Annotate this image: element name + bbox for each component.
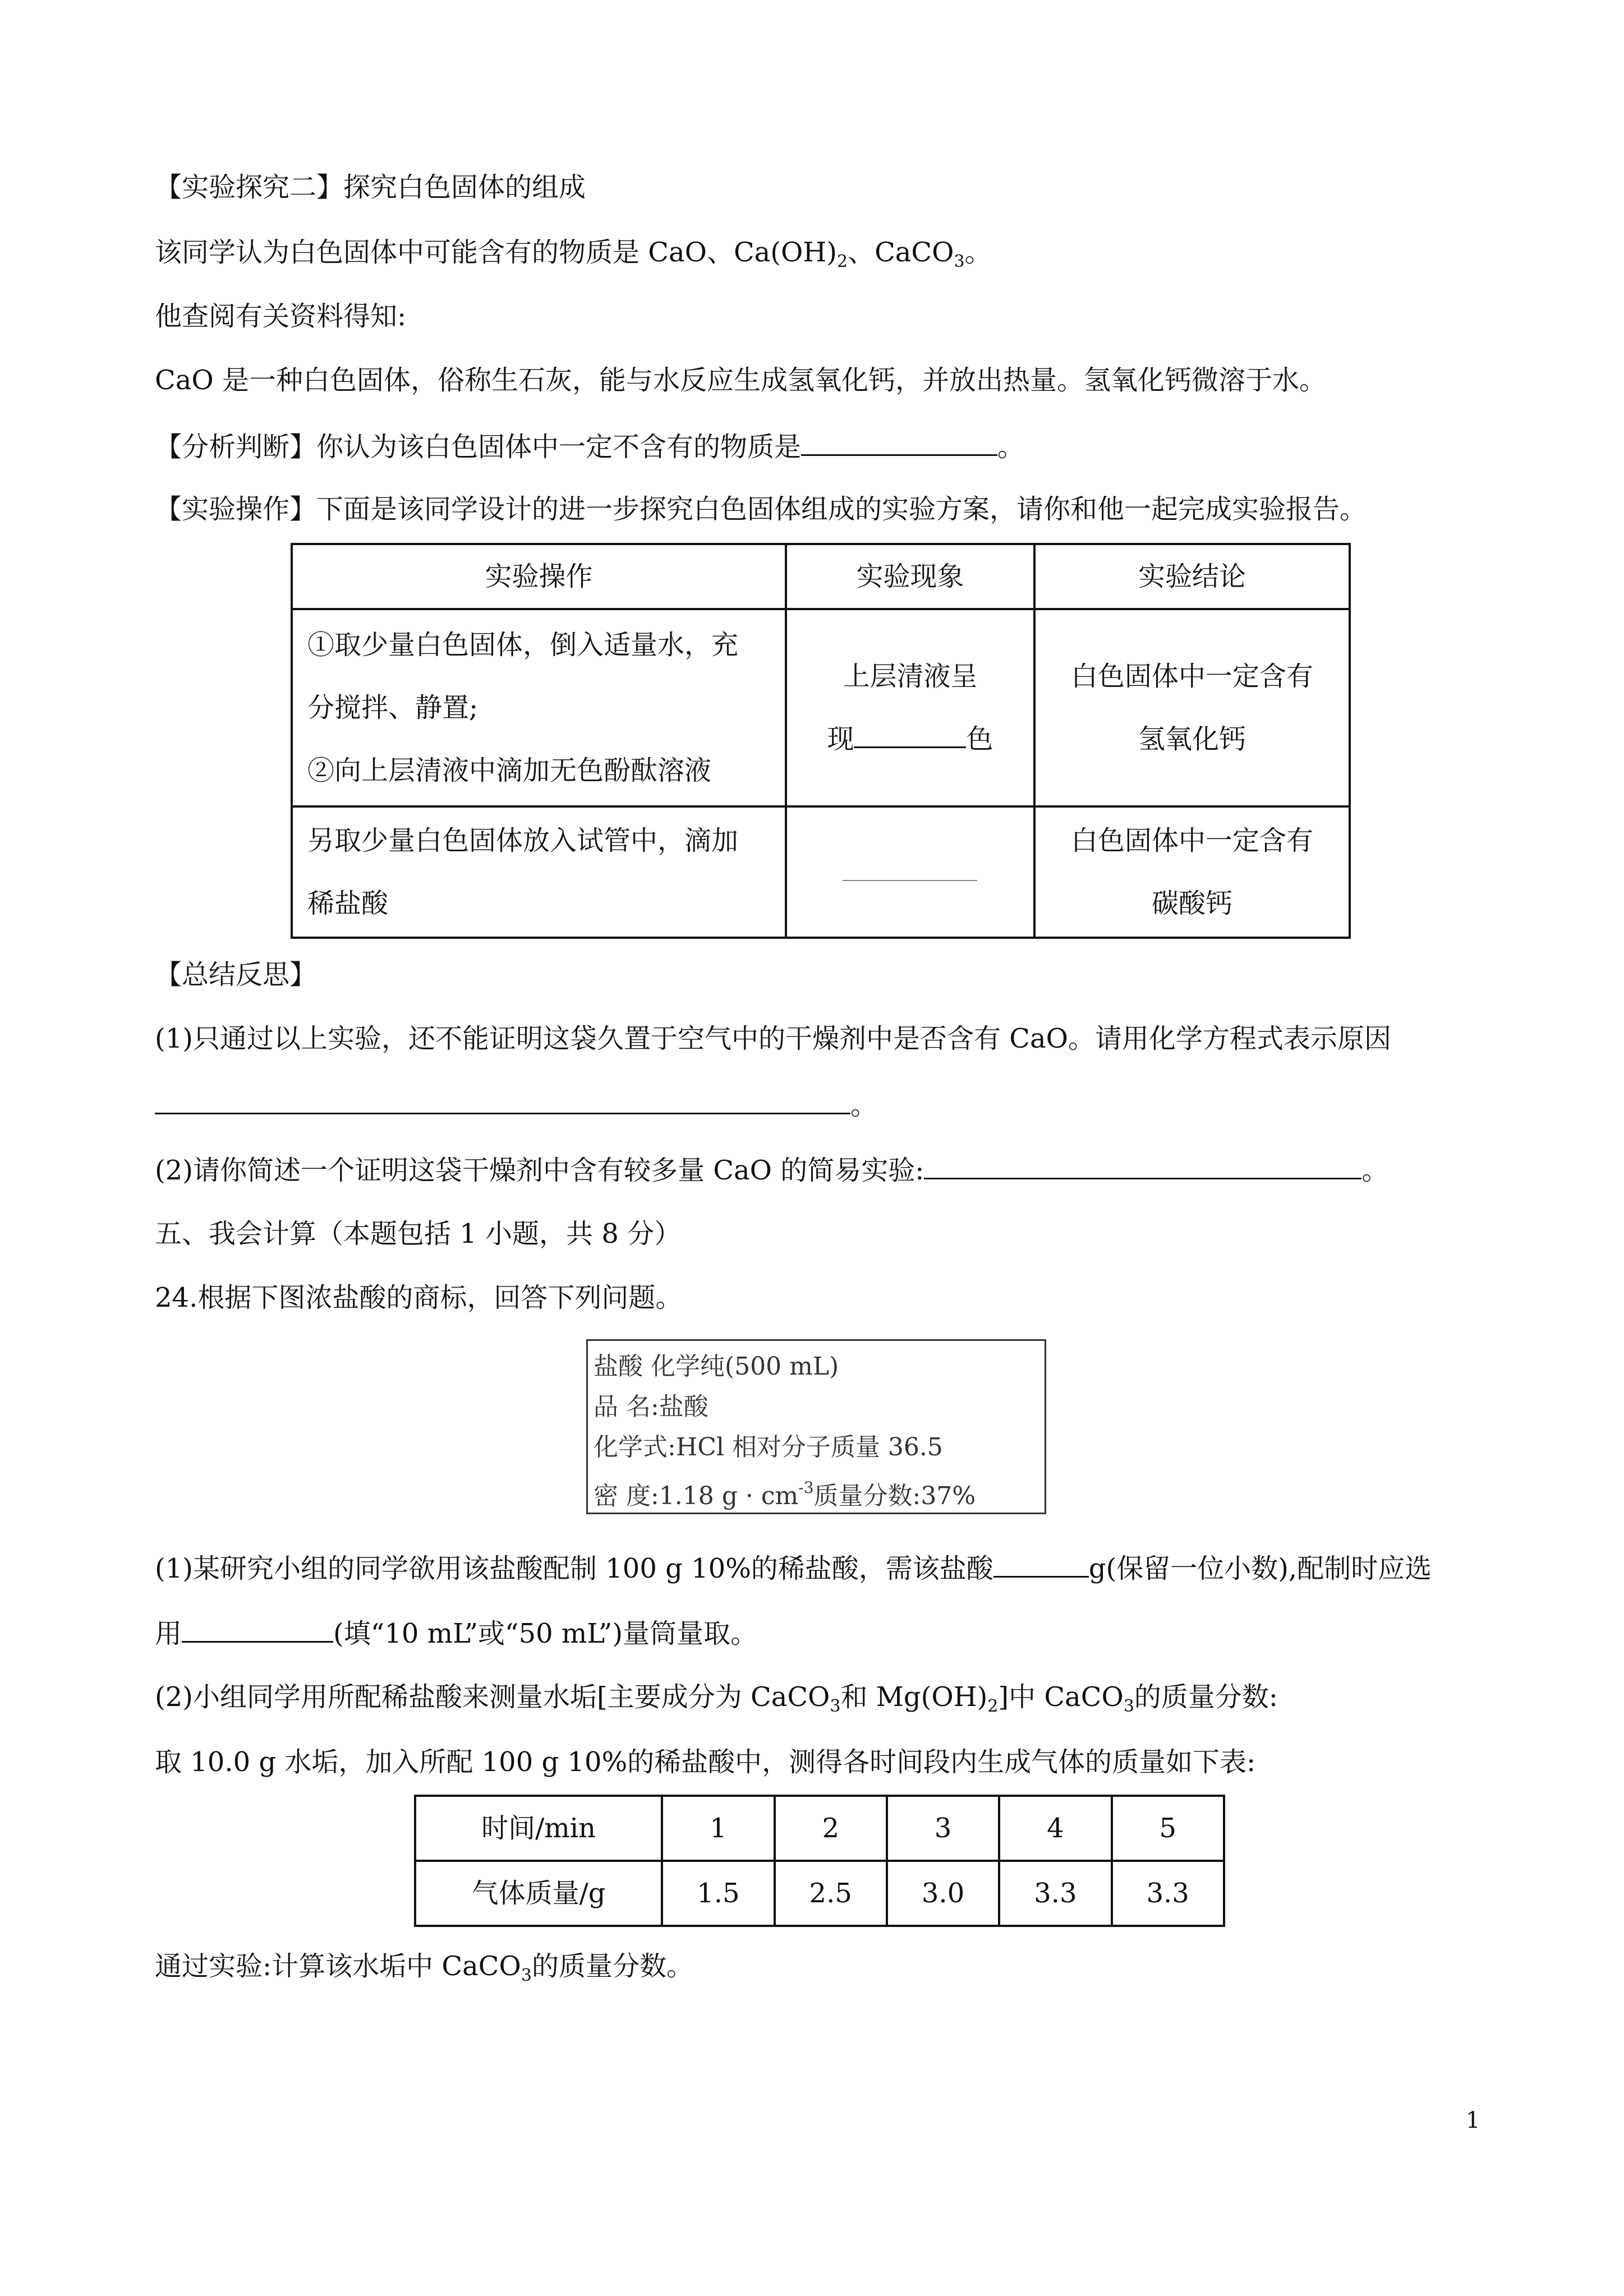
table-cell: 1.5 bbox=[662, 1861, 774, 1926]
table-cell: 1 bbox=[662, 1796, 774, 1861]
table-cell: 3.0 bbox=[887, 1861, 999, 1926]
gas-mass-table bbox=[414, 1795, 1225, 1927]
question-24-part-1: (1)某研究小组的同学欲用该盐酸配制 100 g 10%的稀盐酸，需该盐酸 g(保留一位小数),配制时应选 bbox=[155, 1549, 1432, 1587]
reflection-question-2: (2)请你简述一个证明这袋干燥剂中含有较多量 CaO 的简易实验: 。 bbox=[155, 1151, 1388, 1188]
table-row bbox=[292, 609, 1350, 806]
table-row bbox=[292, 806, 1350, 938]
question-24: 24.根据下图浓盐酸的商标，回答下列问题。 bbox=[155, 1282, 683, 1313]
answer-blank[interactable] bbox=[801, 427, 997, 456]
answer-blank[interactable] bbox=[854, 720, 966, 748]
table-cell: 3.3 bbox=[999, 1861, 1111, 1926]
label-line: 化学式:HCl 相对分子质量 36.5 bbox=[594, 1433, 943, 1461]
label-line: 密 度:1.18 $g \cdot cm^{-3}$质量分数:37% bbox=[594, 1478, 976, 1510]
analysis-question: 【分析判断】你认为该白色固体中一定不含有的物质是 。 bbox=[155, 427, 1024, 465]
reflection-heading: 【总结反思】 bbox=[155, 959, 317, 990]
answer-blank[interactable] bbox=[924, 1151, 1361, 1179]
answer-blank[interactable] bbox=[993, 1549, 1089, 1578]
page-number: 1 bbox=[1466, 2108, 1480, 2133]
phenomenon-cell bbox=[786, 806, 1034, 938]
question-24-part-2: (2)小组同学用所配稀盐酸来测量水垢[主要成分为 CaCO$_3$和 $Mg(OH)_2$]中 CaCO$_3$的质量分数: bbox=[155, 1681, 1278, 1716]
table-cell: 3 bbox=[887, 1796, 999, 1861]
info-text: CaO 是一种白色固体，俗称生石灰，能与水反应生成氢氧化钙，并放出热量。氢氧化钙微溶于水。 bbox=[155, 365, 1326, 396]
table-cell: 4 bbox=[999, 1796, 1111, 1861]
phenomenon-cell: 上层清液呈 现 色 bbox=[786, 609, 1034, 806]
part-title: 五、我会计算（本题包括 1 小题，共 8 分） bbox=[155, 1218, 682, 1250]
experiment-table bbox=[291, 543, 1351, 939]
reflection-question-1: (1)只通过以上实验，还不能证明这袋久置于空气中的干燥剂中是否含有 CaO。请用化学方程式表示原因 bbox=[155, 1023, 1391, 1054]
question-24-part-2-line-2: 取 10.0 g 水垢，加入所配 100 g 10%的稀盐酸中，测得各时间段内生成气体的质量如下表: bbox=[155, 1746, 1256, 1778]
answer-blank[interactable] bbox=[182, 1614, 333, 1643]
table-cell: 2 bbox=[775, 1796, 887, 1861]
header-cell: 实验结论 bbox=[1034, 544, 1350, 609]
table-cell: 2.5 bbox=[775, 1861, 887, 1926]
table-header-row bbox=[292, 544, 1350, 609]
conclusion-cell: 白色固体中一定含有 氢氧化钙 bbox=[1034, 609, 1350, 806]
operation-cell: 另取少量白色固体放入试管中，滴加 稀盐酸 bbox=[292, 806, 786, 938]
section-heading: 【实验探究二】探究白色固体的组成 bbox=[155, 172, 586, 203]
lookup-text: 他查阅有关资料得知: bbox=[155, 301, 407, 332]
table-row bbox=[415, 1861, 1224, 1926]
table-row bbox=[415, 1796, 1224, 1861]
label-line: 品 名:盐酸 bbox=[594, 1393, 709, 1421]
header-cell: 实验操作 bbox=[292, 544, 786, 609]
conclusion-cell: 白色固体中一定含有 碳酸钙 bbox=[1034, 806, 1350, 938]
answer-blank[interactable] bbox=[843, 853, 977, 881]
question-24-part-1-line-2: 用 (填“10 mL”或“50 mL”)量筒量取。 bbox=[155, 1614, 757, 1652]
reagent-label bbox=[586, 1339, 1046, 1514]
table-cell: 5 bbox=[1112, 1796, 1224, 1861]
answer-blank[interactable] bbox=[155, 1086, 850, 1114]
row-label-cell: 时间/min bbox=[415, 1796, 662, 1861]
label-line: 盐酸 化学纯(500 mL) bbox=[594, 1352, 839, 1381]
operation-cell: ①取少量白色固体，倒入适量水，充 分搅拌、静置; ②向上层清液中滴加无色酚酞溶液 bbox=[292, 609, 786, 806]
header-cell: 实验现象 bbox=[786, 544, 1034, 609]
hypothesis-text: 该同学认为白色固体中可能含有的物质是 CaO、$Ca(OH)_2$、CaCO$_3$。 bbox=[155, 237, 992, 271]
final-question: 通过实验:计算该水垢中 CaCO$_3$的质量分数。 bbox=[155, 1951, 693, 1985]
operation-text: 【实验操作】下面是该同学设计的进一步探究白色固体组成的实验方案，请你和他一起完成实验报告。 bbox=[155, 494, 1367, 525]
reflection-answer-line: 。 bbox=[155, 1086, 877, 1123]
row-label-cell: 气体质量/g bbox=[415, 1861, 662, 1926]
table-cell: 3.3 bbox=[1112, 1861, 1224, 1926]
